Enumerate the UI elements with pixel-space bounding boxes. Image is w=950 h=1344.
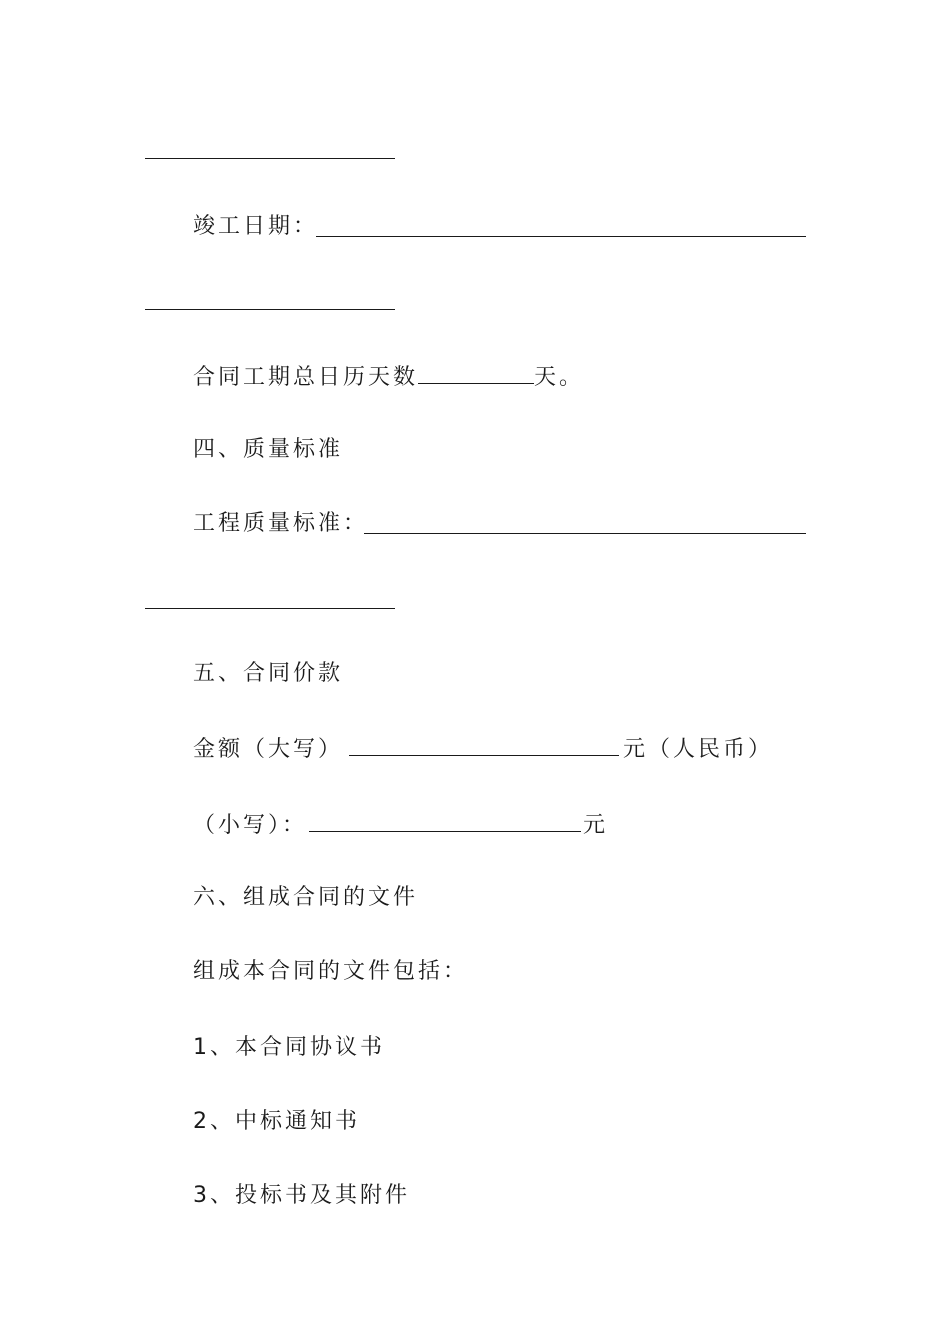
amount-upper-label: 金额（大写） [193, 737, 344, 762]
completion-date-blank[interactable] [316, 236, 806, 237]
document-item: 2、中标通知书 [193, 1109, 360, 1134]
duration-suffix: 天。 [534, 365, 585, 390]
section-heading-documents: 六、组成合同的文件 [193, 885, 419, 910]
documents-intro: 组成本合同的文件包括： [193, 959, 469, 984]
continuation-blank-line [145, 158, 395, 159]
continuation-blank-line [145, 608, 395, 609]
completion-date-line [193, 212, 318, 242]
amount-lower-blank[interactable] [309, 809, 581, 832]
section-heading-quality: 四、质量标准 [193, 437, 344, 462]
document-item: 3、投标书及其附件 [193, 1183, 410, 1208]
duration-prefix: 合同工期总日历天数 [193, 365, 419, 390]
quality-standard-label: 工程质量标准： [193, 511, 369, 536]
amount-upper-blank[interactable] [349, 733, 619, 756]
section-heading-price: 五、合同价款 [193, 661, 344, 686]
quality-standard-blank[interactable] [364, 533, 806, 534]
amount-upper-suffix: 元（人民币） [623, 737, 774, 762]
amount-lower-label: （小写）： [193, 813, 308, 838]
amount-lower-suffix: 元 [583, 813, 609, 838]
contract-duration-line [193, 361, 584, 393]
amount-lower-line [193, 809, 608, 841]
continuation-blank-line [145, 309, 395, 310]
document-item: 1、本合同协议书 [193, 1035, 385, 1060]
quality-standard-line [193, 509, 368, 539]
completion-date-label: 竣工日期： [193, 214, 319, 239]
amount-upper-line [193, 733, 773, 765]
duration-days-blank[interactable] [418, 361, 534, 384]
